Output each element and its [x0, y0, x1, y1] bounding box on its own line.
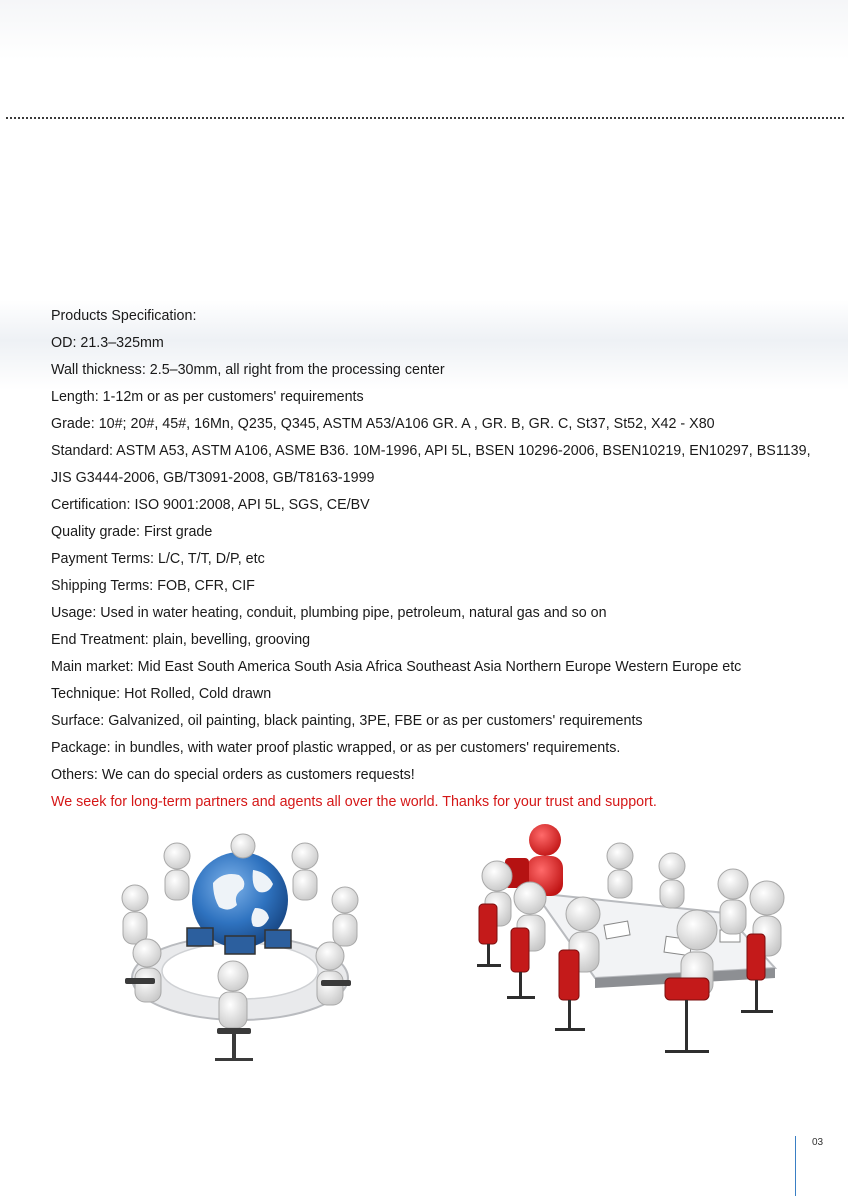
spec-value: First grade [140, 524, 213, 540]
spec-label: Technique: [51, 686, 121, 702]
spec-row-others [51, 762, 831, 789]
spec-label: Package: [51, 740, 111, 756]
footer-rule [795, 1136, 796, 1196]
spec-row-usage [51, 600, 831, 627]
spec-value: Hot Rolled, Cold drawn [120, 686, 272, 702]
spec-heading: Products Specification: [51, 308, 197, 324]
spec-value: ISO 9001:2008, API 5L, SGS, CE/BV [130, 497, 370, 513]
spec-value: FOB, CFR, CIF [153, 578, 255, 594]
spec-value: 10#; 20#, 45#, 16Mn, Q235, Q345, ASTM A53/A106 GR. A , GR. B, GR. C, St37, St52, X42 - X80 [94, 416, 715, 432]
spec-value: We can do special orders as customers requests! [97, 767, 415, 783]
spec-row-surface [51, 708, 831, 735]
spec-label: End Treatment: [51, 632, 149, 648]
spec-label: Length: [51, 389, 99, 405]
spec-row-package [51, 735, 831, 762]
spec-label: Payment Terms: [51, 551, 155, 567]
header-band [0, 0, 848, 60]
spec-row-shipping-terms [51, 573, 831, 600]
spec-row-standard [51, 438, 831, 492]
page-number: 03 [812, 1137, 824, 1148]
spec-value: 2.5–30mm, all right from the processing center [145, 362, 445, 378]
globe-meeting-illustration [105, 828, 375, 1068]
spec-row-od [51, 330, 831, 357]
spec-value: 1-12m or as per customers' requirements [98, 389, 364, 405]
spec-label: Main market: [51, 659, 134, 675]
spec-value: plain, bevelling, grooving [148, 632, 311, 648]
boardroom-meeting-illustration [475, 818, 795, 1073]
spec-value: L/C, T/T, D/P, etc [154, 551, 265, 567]
spec-label: Wall thickness: [51, 362, 146, 378]
spec-label: Surface: [51, 713, 105, 729]
spec-row-technique [51, 681, 831, 708]
spec-label: Shipping Terms: [51, 578, 154, 594]
spec-row-quality-grade [51, 519, 831, 546]
dotted-divider [6, 117, 844, 119]
spec-label: Standard: [51, 443, 113, 459]
spec-value: Used in water heating, conduit, plumbing pipe, petroleum, natural gas and so on [96, 605, 607, 621]
spec-value: Galvanized, oil painting, black painting, 3PE, FBE or as per customers' requirements [104, 713, 643, 729]
spec-label: Certification: [51, 497, 131, 513]
spec-label: Quality grade: [51, 524, 141, 540]
spec-row-length [51, 384, 831, 411]
partners-tagline: We seek for long-term partners and agents all over the world. Thanks for your trust and support. [51, 794, 657, 810]
spec-value: Mid East South America South Asia Africa Southeast Asia Northern Europe Western Europe etc [133, 659, 742, 675]
spec-label: Usage: [51, 605, 97, 621]
spec-row-main-market [51, 654, 831, 681]
spec-value: in bundles, with water proof plastic wrapped, or as per customers' requirements. [110, 740, 621, 756]
leader-figure [529, 824, 561, 856]
product-specification [51, 303, 831, 816]
spec-label: OD: [51, 335, 77, 351]
spec-row-end-treatment [51, 627, 831, 654]
spec-row-grade [51, 411, 831, 438]
spec-label: Grade: [51, 416, 95, 432]
spec-row-certification [51, 492, 831, 519]
spec-value: 21.3–325mm [76, 335, 164, 351]
spec-row-payment-terms [51, 546, 831, 573]
spec-row-wall-thickness [51, 357, 831, 384]
spec-value: ASTM A53, ASTM A106, ASME B36. 10M-1996, API 5L, BSEN 10296-2006, BSEN10219, EN10297, BS1139, JIS G3444-2006, GB/T3091-2008, GB/T8163-1999 [51, 443, 811, 486]
spec-label: Others: [51, 767, 98, 783]
